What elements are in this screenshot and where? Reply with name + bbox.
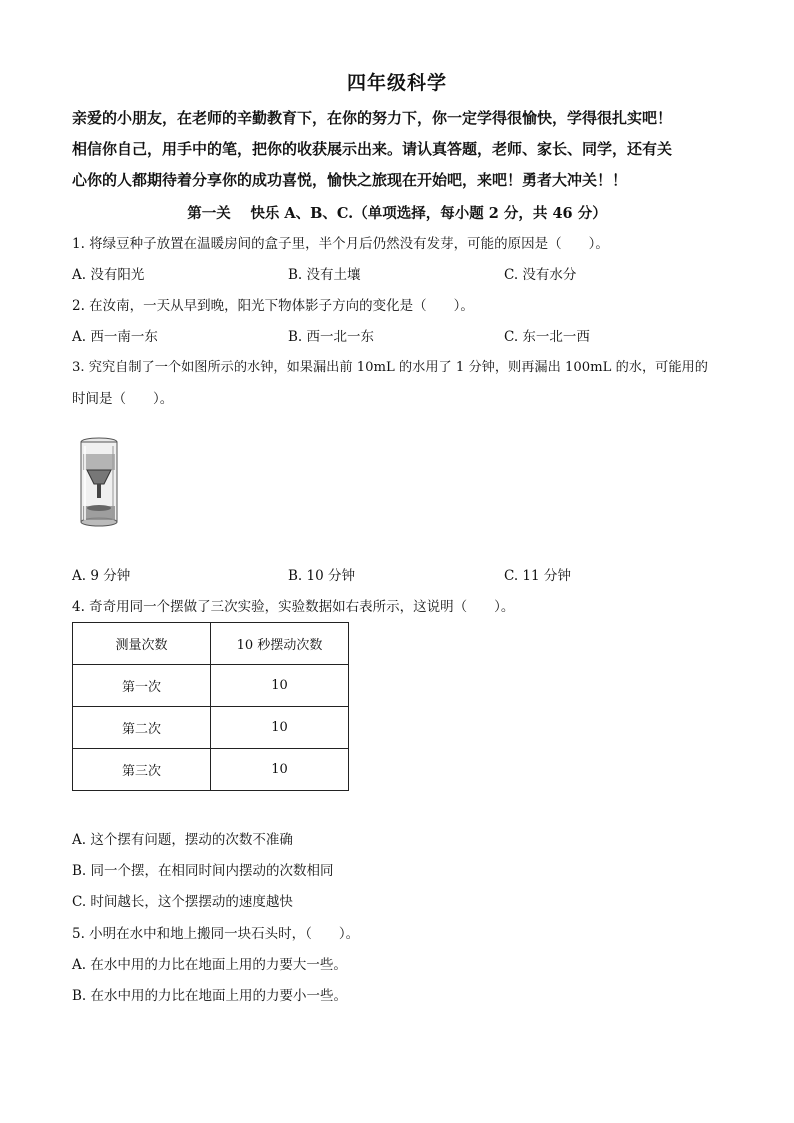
table-row (73, 707, 349, 749)
page-title: 四年级科学 (346, 72, 447, 94)
pendulum-data-table (72, 622, 349, 791)
question-5-option-a: A. 在水中用的力比在地面上用的力要大一些。 (72, 957, 347, 973)
question-3-option-a: A. 9 分钟 (72, 568, 131, 584)
question-5-stem: 5. 小明在水中和地上搬同一块石头时，（ ）。 (72, 926, 360, 942)
question-4-option-b: B. 同一个摆，在相同时间内摆动的次数相同 (72, 863, 334, 879)
question-5-option-b: B. 在水中用的力比在地面上用的力要小一些。 (72, 988, 348, 1004)
question-3-option-c: C. 11 分钟 (504, 568, 571, 584)
question-1-option-a: A. 没有阳光 (72, 267, 145, 283)
table-row (73, 665, 349, 707)
table-header-row (73, 623, 349, 665)
question-3-stem-line-1: 3. 究究自制了一个如图所示的水钟，如果漏出前 10mL 的水用了 1 分钟，则再漏出 100mL 的水，可能用的 (72, 360, 708, 375)
table-row (73, 749, 349, 791)
table-cell: 第三次 (73, 749, 211, 791)
table-cell: 10 (211, 707, 349, 749)
water-clock-figure (74, 436, 124, 528)
intro-line-1: 亲爱的小朋友，在老师的辛勤教育下，在你的努力下，你一定学得很愉快，学得很扎实吧！ (72, 109, 673, 127)
section-title: 第一关 快乐 A、B、C.（单项选择，每小题 2 分，共 46 分） (187, 205, 607, 222)
intro-line-2: 相信你自己，用手中的笔，把你的收获展示出来。请认真答题，老师、家长、同学，还有关 (72, 140, 673, 158)
table-header-cell: 测量次数 (73, 623, 211, 665)
question-4-stem: 4. 奇奇用同一个摆做了三次实验，实验数据如右表所示，这说明（ ）。 (72, 599, 515, 615)
question-2-stem: 2. 在汝南，一天从早到晚，阳光下物体影子方向的变化是（ ）。 (72, 298, 474, 314)
intro-line-3: 心你的人都期待着分享你的成功喜悦，愉快之旅现在开始吧，来吧！勇者大冲关！！ (72, 171, 628, 189)
question-3-stem-line-2: 时间是（ ）。 (72, 391, 174, 407)
question-2-option-c: C. 东一北一西 (504, 329, 590, 345)
question-1-stem: 1. 将绿豆种子放置在温暖房间的盒子里，半个月后仍然没有发芽，可能的原因是（ ）。 (72, 236, 609, 252)
question-1-option-c: C. 没有水分 (504, 267, 577, 283)
question-2-option-b: B. 西一北一东 (288, 329, 375, 345)
question-1-option-b: B. 没有土壤 (288, 267, 361, 283)
question-3-option-b: B. 10 分钟 (288, 568, 355, 584)
table-cell: 第二次 (73, 707, 211, 749)
question-4-option-c: C. 时间越长，这个摆摆动的速度越快 (72, 894, 293, 910)
table-header-cell: 10 秒摆动次数 (211, 623, 349, 665)
table-cell: 10 (211, 749, 349, 791)
table-cell: 10 (211, 665, 349, 707)
question-4-option-a: A. 这个摆有问题，摆动的次数不准确 (72, 832, 293, 848)
table-cell: 第一次 (73, 665, 211, 707)
question-2-option-a: A. 西一南一东 (72, 329, 158, 345)
